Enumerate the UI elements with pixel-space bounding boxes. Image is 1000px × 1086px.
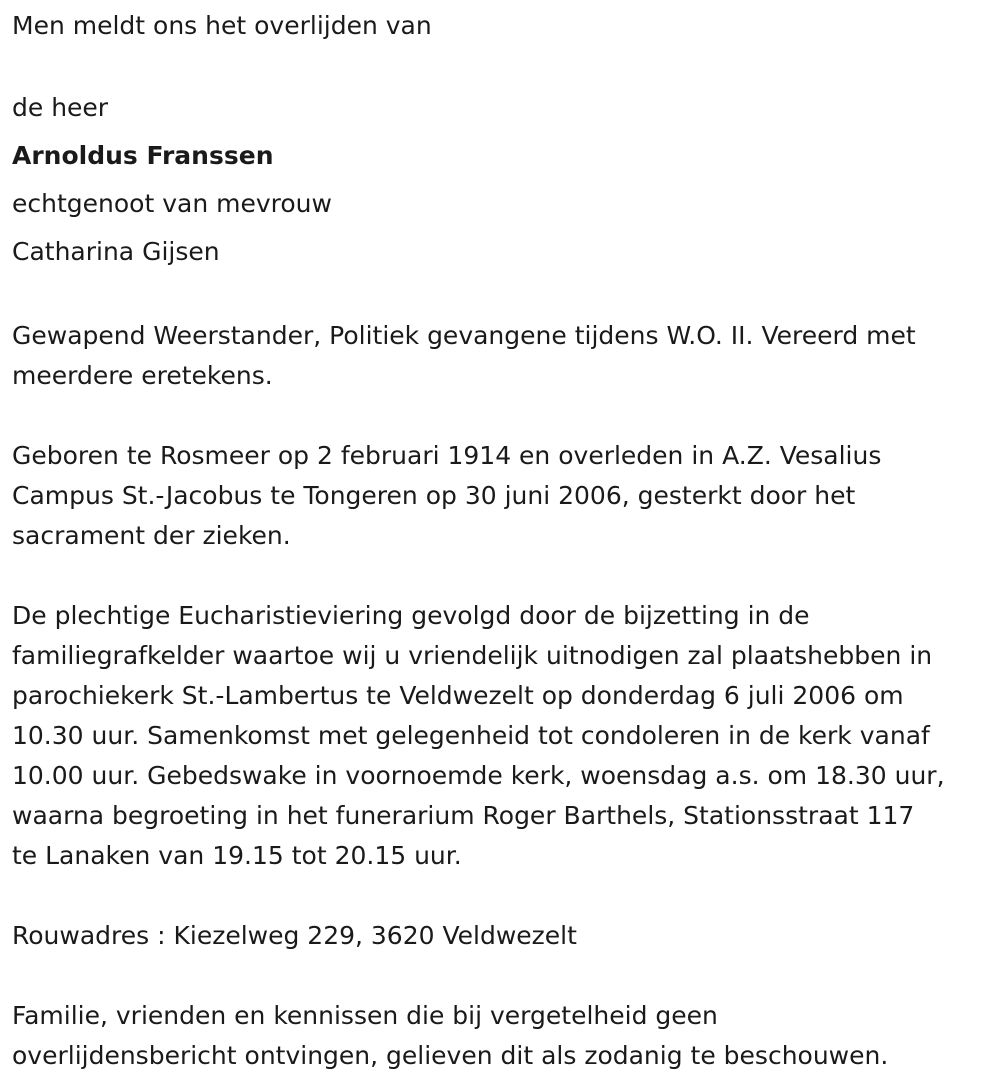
paragraph-line: parochiekerk St.-Lambertus te Veldwezelt op donderdag 6 juli 2006 om: [12, 681, 904, 710]
paragraph-line: Geboren te Rosmeer op 2 februari 1914 en overleden in A.Z. Vesalius: [12, 441, 882, 470]
deceased-block: [12, 84, 988, 276]
paragraph-line: meerdere eretekens.: [12, 361, 273, 390]
paragraph-line: sacrament der zieken.: [12, 521, 291, 550]
paragraph-line: Campus St.-Jacobus te Tongeren op 30 juni 2006, gesterkt door het: [12, 481, 856, 510]
paragraph-line: 10.30 uur. Samenkomst met gelegenheid tot condoleren in de kerk vanaf: [12, 721, 930, 750]
deceased-name: Arnoldus Franssen: [12, 141, 274, 170]
intro-line: Men meldt ons het overlijden van: [12, 11, 432, 40]
birth-death-paragraph: [12, 436, 988, 556]
paragraph-line: familiegrafkelder waartoe wij u vriendelijk uitnodigen zal plaatshebben in: [12, 641, 933, 670]
paragraph-line: overlijdensbericht ontvingen, gelieven dit als zodanig te beschouwen.: [12, 1041, 889, 1070]
relation-line: echtgenoot van mevrouw: [12, 189, 332, 218]
mourning-address-paragraph: [12, 916, 988, 956]
paragraph-line: Gewapend Weerstander, Politiek gevangene tijdens W.O. II. Vereerd met: [12, 321, 916, 350]
paragraph-line: waarna begroeting in het funerarium Roger Barthels, Stationsstraat 117: [12, 801, 915, 830]
honors-paragraph: [12, 316, 988, 396]
closing-paragraph: [12, 996, 988, 1076]
paragraph-line: te Lanaken van 19.15 tot 20.15 uur.: [12, 841, 462, 870]
paragraph-line: Familie, vrienden en kennissen die bij vergetelheid geen: [12, 1001, 718, 1030]
paragraph-line: Rouwadres : Kiezelweg 229, 3620 Veldwezelt: [12, 921, 577, 950]
funeral-paragraph: [12, 596, 988, 876]
title-line: de heer: [12, 93, 109, 122]
spouse-name: Catharina Gijsen: [12, 237, 220, 266]
paragraph-line: De plechtige Eucharistieviering gevolgd door de bijzetting in de: [12, 601, 810, 630]
paragraph-line: 10.00 uur. Gebedswake in voornoemde kerk, woensdag a.s. om 18.30 uur,: [12, 761, 945, 790]
